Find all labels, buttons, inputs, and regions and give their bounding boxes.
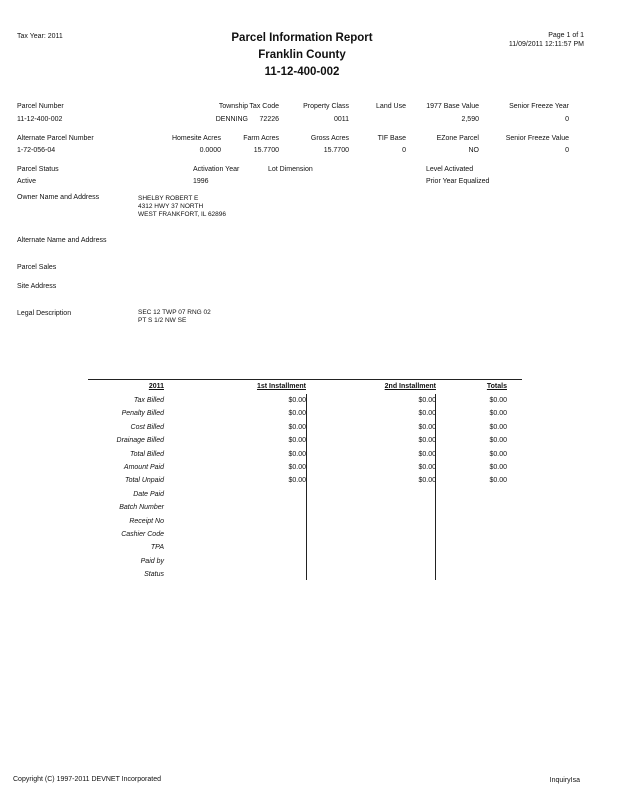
billing-row-first-installment: $0.00 <box>288 437 306 445</box>
label-1977-base-value: 1977 Base Value <box>426 103 479 110</box>
second-installment-header: 2nd Installment <box>384 383 436 390</box>
billing-row-label: Total Billed <box>130 450 164 458</box>
value-township: DENNING <box>215 116 248 123</box>
billing-row-label: Paid by <box>140 557 164 565</box>
value-homesite-acres: 0.0000 <box>199 147 221 154</box>
label-ezone-parcel: EZone Parcel <box>436 135 479 142</box>
parcel-id-heading: 11-12-400-002 <box>264 66 340 78</box>
billing-row-label: Status <box>144 571 164 579</box>
billing-row-total: $0.00 <box>489 450 507 458</box>
value-senior-freeze-year: 0 <box>565 116 569 123</box>
legal-description-block <box>138 309 211 325</box>
billing-row-second-installment: $0.00 <box>418 437 436 445</box>
label-gross-acres: Gross Acres <box>310 135 349 142</box>
totals-header: Totals <box>486 383 507 390</box>
owner-line: SHELBY ROBERT E <box>138 195 199 202</box>
billing-row-second-installment: $0.00 <box>418 450 436 458</box>
first-installment-header: 1st Installment <box>256 383 306 390</box>
value-tax-code: 72226 <box>259 116 279 123</box>
billing-row-label: Amount Paid <box>123 464 164 471</box>
label-parcel-sales: Parcel Sales <box>17 264 57 271</box>
label-activation-year: Activation Year <box>193 166 240 173</box>
billing-row-first-installment: $0.00 <box>288 464 306 471</box>
label-senior-freeze-value: Senior Freeze Value <box>505 135 569 142</box>
owner-line: 4312 HWY 37 NORTH <box>138 203 204 210</box>
billing-row-label: Batch Number <box>119 504 164 512</box>
label-lot-dimension: Lot Dimension <box>268 166 313 173</box>
billing-row-label: Total Unpaid <box>124 477 164 485</box>
label-legal-description: Legal Description <box>17 310 72 317</box>
label-farm-acres: Farm Acres <box>243 135 279 142</box>
billing-row-total: $0.00 <box>489 464 507 471</box>
label-level-activated: Level Activated <box>426 166 474 173</box>
copyright-notice: Copyright (C) 1997-2011 DEVNET Incorporated <box>13 776 161 783</box>
billing-row-total: $0.00 <box>489 477 507 485</box>
billing-row-first-installment: $0.00 <box>288 397 306 404</box>
value-1977-base-value: 2,590 <box>461 116 479 123</box>
table-top-rule <box>88 379 522 380</box>
label-homesite-acres: Homesite Acres <box>171 135 221 142</box>
label-property-class: Property Class <box>303 103 349 110</box>
billing-row-first-installment: $0.00 <box>288 477 306 485</box>
label-alternate-parcel-number: Alternate Parcel Number <box>17 135 94 142</box>
label-land-use: Land Use <box>376 103 406 110</box>
billing-row-first-installment: $0.00 <box>288 423 306 431</box>
value-alternate-parcel-number: 1-72-056-04 <box>17 147 56 154</box>
value-gross-acres: 15.7700 <box>323 147 349 154</box>
billing-row-first-installment: $0.00 <box>288 450 306 458</box>
billing-row-first-installment: $0.00 <box>288 410 306 418</box>
county-name: Franklin County <box>258 49 346 61</box>
billing-row-label: TPA <box>150 544 164 552</box>
billing-row-label: Penalty Billed <box>121 410 164 418</box>
label-owner-name-address: Owner Name and Address <box>17 194 100 201</box>
legal-line: SEC 12 TWP 07 RNG 02 <box>138 309 211 316</box>
billing-row-label: Receipt No <box>129 517 164 525</box>
label-alternate-name-address: Alternate Name and Address <box>17 237 107 244</box>
value-activation-year: 1996 <box>193 178 209 185</box>
billing-row-label: Date Paid <box>133 490 164 498</box>
billing-row-second-installment: $0.00 <box>418 477 436 485</box>
billing-row-second-installment: $0.00 <box>418 410 436 418</box>
billing-row-total: $0.00 <box>489 410 507 418</box>
billing-row-second-installment: $0.00 <box>418 464 436 471</box>
label-site-address: Site Address <box>17 283 57 290</box>
value-farm-acres: 15.7700 <box>253 147 279 154</box>
owner-line: WEST FRANKFORT, IL 62896 <box>138 211 227 218</box>
value-parcel-status: Active <box>17 178 37 185</box>
report-title: Parcel Information Report <box>231 32 373 44</box>
legal-line: PT S 1/2 NW SE <box>138 317 187 324</box>
column-divider-1 <box>306 394 307 580</box>
label-senior-freeze-year: Senior Freeze Year <box>509 103 569 110</box>
billing-row-label: Tax Billed <box>133 397 164 404</box>
value-level-activated: Prior Year Equalized <box>426 178 490 185</box>
value-tif-base: 0 <box>402 147 406 154</box>
owner-address-block <box>138 195 226 219</box>
label-tif-base: TIF Base <box>377 135 406 142</box>
billing-row-total: $0.00 <box>489 423 507 431</box>
print-timestamp: 11/09/2011 12:11:57 PM <box>508 41 584 48</box>
label-township: Township <box>218 103 248 110</box>
value-property-class: 0011 <box>333 116 349 123</box>
label-parcel-number: Parcel Number <box>17 103 64 110</box>
tax-year: Tax Year: 2011 <box>17 33 63 40</box>
billing-row-second-installment: $0.00 <box>418 423 436 431</box>
billing-year-header: 2011 <box>148 383 164 390</box>
value-ezone-parcel: NO <box>468 147 479 154</box>
column-divider-2 <box>435 394 436 580</box>
billing-row-total: $0.00 <box>489 437 507 445</box>
value-senior-freeze-value: 0 <box>565 147 569 154</box>
billing-row-label: Cost Billed <box>130 423 164 431</box>
label-parcel-status: Parcel Status <box>17 166 59 173</box>
billing-row-total: $0.00 <box>489 397 507 404</box>
label-tax-code: Tax Code <box>249 103 279 110</box>
value-parcel-number: 11-12-400-002 <box>17 116 63 123</box>
report-code: InquiryIsa <box>549 777 580 784</box>
billing-row-label: Drainage Billed <box>116 437 164 445</box>
billing-row-label: Cashier Code <box>121 531 164 538</box>
page-number: Page 1 of 1 <box>548 32 584 39</box>
billing-row-second-installment: $0.00 <box>418 397 436 404</box>
